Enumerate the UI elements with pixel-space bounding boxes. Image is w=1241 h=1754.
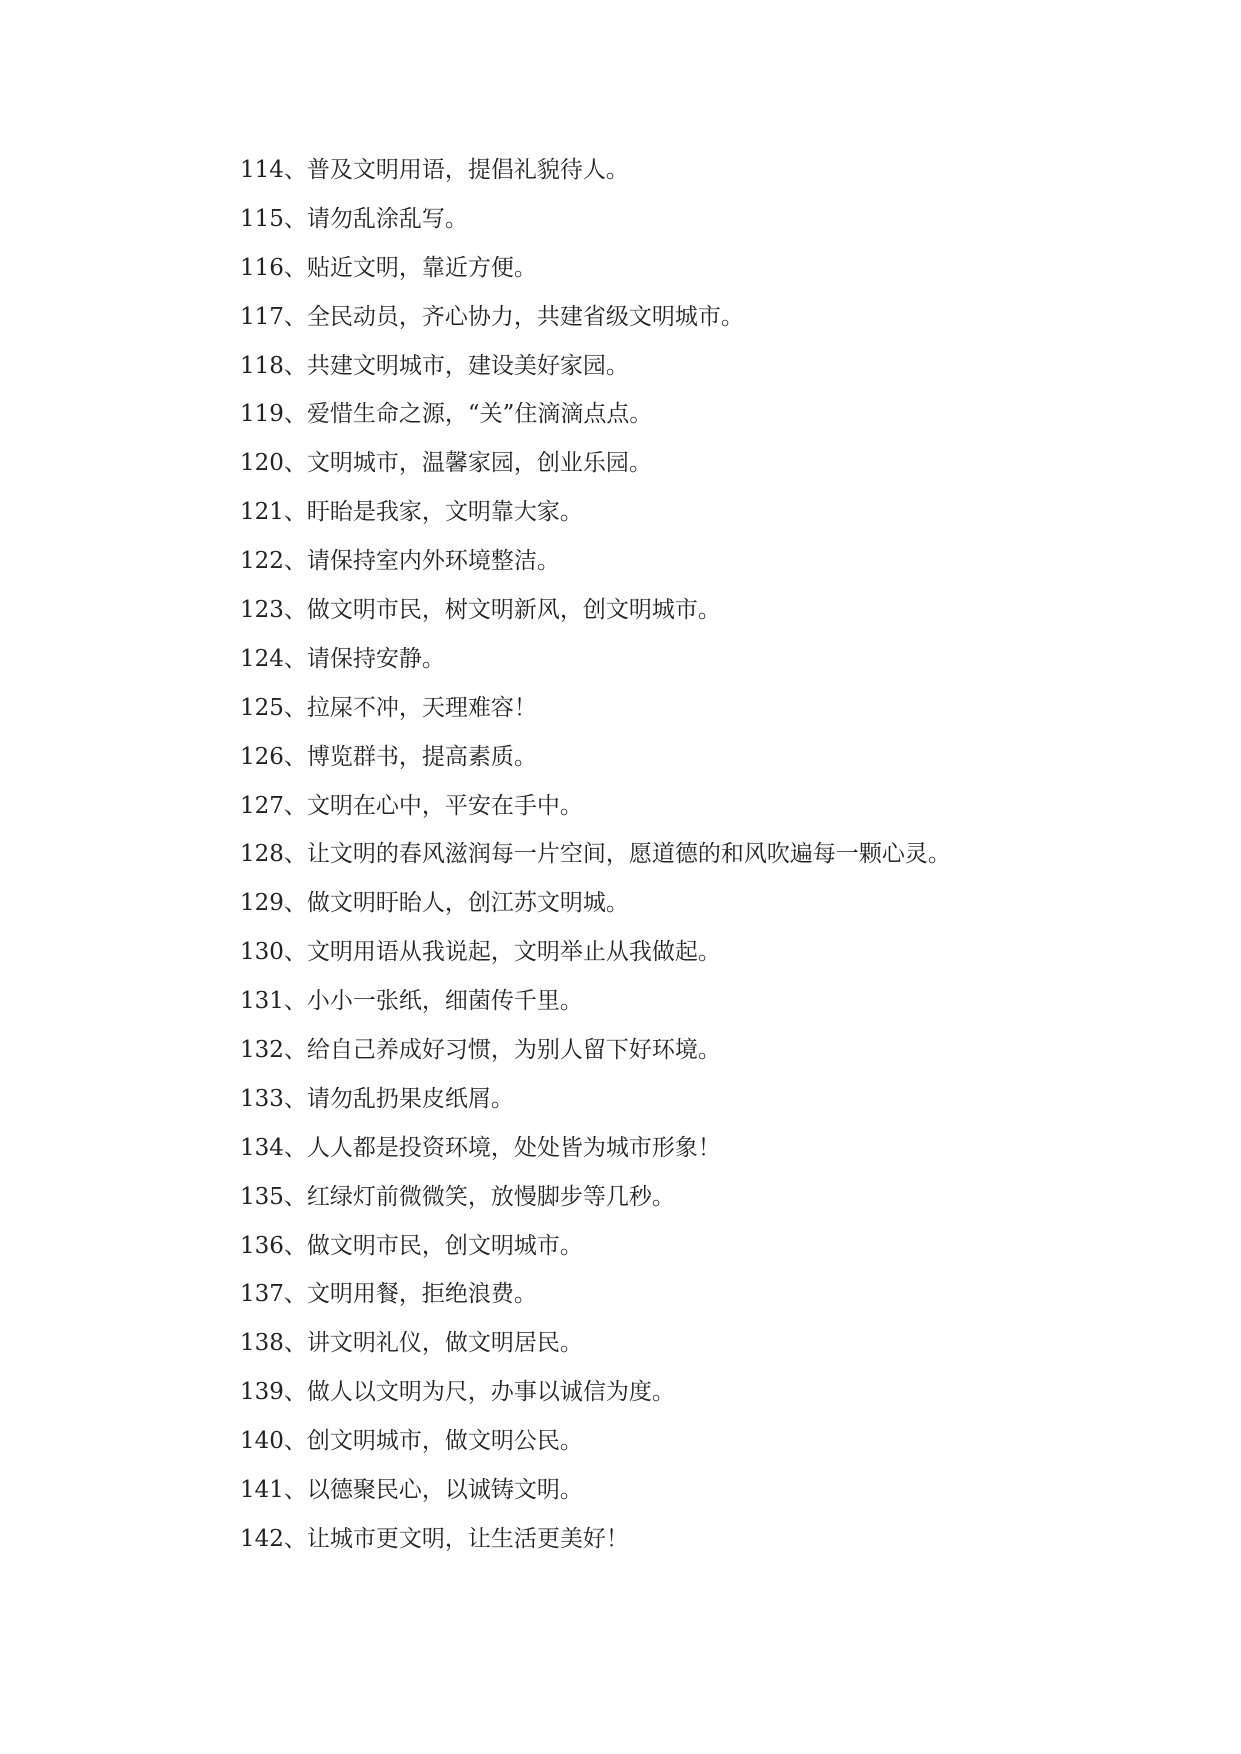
item-text: 请勿乱扔果皮纸屑。: [306, 1085, 514, 1112]
item-text: 请勿乱涂乱写。: [306, 205, 468, 232]
list-item: [240, 1084, 951, 1133]
item-number: 134、: [240, 1134, 307, 1161]
item-number: 120、: [240, 450, 307, 477]
list-item: [240, 644, 951, 693]
list-item: [240, 791, 951, 840]
item-number: 115、: [240, 205, 307, 232]
item-number: 141、: [240, 1477, 307, 1504]
item-number: 127、: [240, 792, 307, 819]
item-number: 135、: [240, 1183, 307, 1210]
item-text: 做文明市民，树文明新风，创文明城市。: [306, 597, 721, 624]
item-text: 拉屎不冲，天理难容！: [306, 694, 537, 721]
item-number: 114、: [240, 157, 307, 183]
item-text: 共建文明城市，建设美好家园。: [306, 352, 629, 379]
list-item: [240, 253, 951, 302]
list-item: [240, 1328, 951, 1377]
item-text: 文明城市，温馨家园，创业乐园。: [306, 450, 652, 477]
item-number: 140、: [240, 1428, 307, 1455]
item-number: 122、: [240, 548, 307, 575]
list-item: [240, 1231, 951, 1280]
item-text: 做文明盱眙人，创江苏文明城。: [306, 890, 629, 917]
item-number: 131、: [240, 988, 307, 1015]
list-item: [240, 1475, 951, 1524]
list-item: [240, 1133, 951, 1182]
item-number: 118、: [240, 352, 307, 379]
item-number: 132、: [240, 1037, 307, 1064]
item-number: 133、: [240, 1085, 307, 1112]
item-text: 创文明城市，做文明公民。: [306, 1428, 583, 1455]
list-item: [240, 546, 951, 595]
item-text: 博览群书，提高素质。: [306, 743, 537, 770]
item-number: 129、: [240, 890, 307, 917]
item-text: 全民动员，齐心协力，共建省级文明城市。: [306, 303, 744, 330]
list-item: [240, 742, 951, 791]
list-item: [240, 1035, 951, 1084]
item-number: 116、: [240, 254, 307, 281]
list-item: [240, 1426, 951, 1475]
item-number: 126、: [240, 743, 307, 770]
item-number: 137、: [240, 1281, 307, 1308]
item-number: 117、: [240, 303, 307, 330]
item-text: 请保持安静。: [306, 645, 445, 672]
item-number: 125、: [240, 694, 307, 721]
item-number: 130、: [240, 939, 307, 966]
item-text: 让城市更文明，让生活更美好！: [306, 1525, 629, 1552]
item-text: 文明用语从我说起，文明举止从我做起。: [306, 939, 721, 966]
item-text: 文明在心中，平安在手中。: [306, 792, 583, 819]
list-item: [240, 937, 951, 986]
list-item: [240, 302, 951, 351]
slogan-list: [240, 155, 951, 1573]
item-text: 盱眙是我家，文明靠大家。: [306, 499, 583, 526]
list-item: [240, 1377, 951, 1426]
list-item: [240, 399, 951, 448]
list-item: [240, 1279, 951, 1328]
item-text: 讲文明礼仪，做文明居民。: [306, 1330, 583, 1357]
item-text: 做人以文明为尺，办事以诚信为度。: [306, 1379, 675, 1406]
item-number: 121、: [240, 499, 307, 526]
item-text: 人人都是投资环境，处处皆为城市形象！: [306, 1134, 721, 1161]
list-item: [240, 351, 951, 400]
item-text: 让文明的春风滋润每一片空间，愿道德的和风吹遍每一颗心灵。: [306, 841, 951, 868]
item-number: 138、: [240, 1330, 307, 1357]
item-text: 小小一张纸，细菌传千里。: [306, 988, 583, 1015]
item-number: 128、: [240, 841, 307, 868]
list-item: [240, 204, 951, 253]
item-text: 普及文明用语，提倡礼貌待人。: [306, 157, 629, 183]
item-text: 红绿灯前微微笑，放慢脚步等几秒。: [306, 1183, 675, 1210]
list-item: [240, 839, 951, 888]
list-item: [240, 497, 951, 546]
item-text: 请保持室内外环境整洁。: [306, 548, 560, 575]
item-number: 136、: [240, 1232, 307, 1259]
list-item: [240, 448, 951, 497]
list-item: [240, 1524, 951, 1573]
item-number: 124、: [240, 645, 307, 672]
item-number: 119、: [240, 401, 307, 428]
item-text: 给自己养成好习惯，为别人留下好环境。: [306, 1037, 721, 1064]
item-number: 142、: [240, 1525, 307, 1552]
item-text: 文明用餐，拒绝浪费。: [306, 1281, 537, 1308]
item-text: 贴近文明，靠近方便。: [306, 254, 537, 281]
list-item: [240, 1182, 951, 1231]
item-number: 139、: [240, 1379, 307, 1406]
list-item: [240, 693, 951, 742]
item-number: 123、: [240, 597, 307, 624]
item-text: 爱惜生命之源，“关”住滴滴点点。: [306, 401, 653, 428]
list-item: [240, 888, 951, 937]
item-text: 做文明市民，创文明城市。: [306, 1232, 583, 1259]
item-text: 以德聚民心，以诚铸文明。: [306, 1477, 583, 1504]
list-item: [240, 155, 951, 204]
list-item: [240, 986, 951, 1035]
list-item: [240, 595, 951, 644]
